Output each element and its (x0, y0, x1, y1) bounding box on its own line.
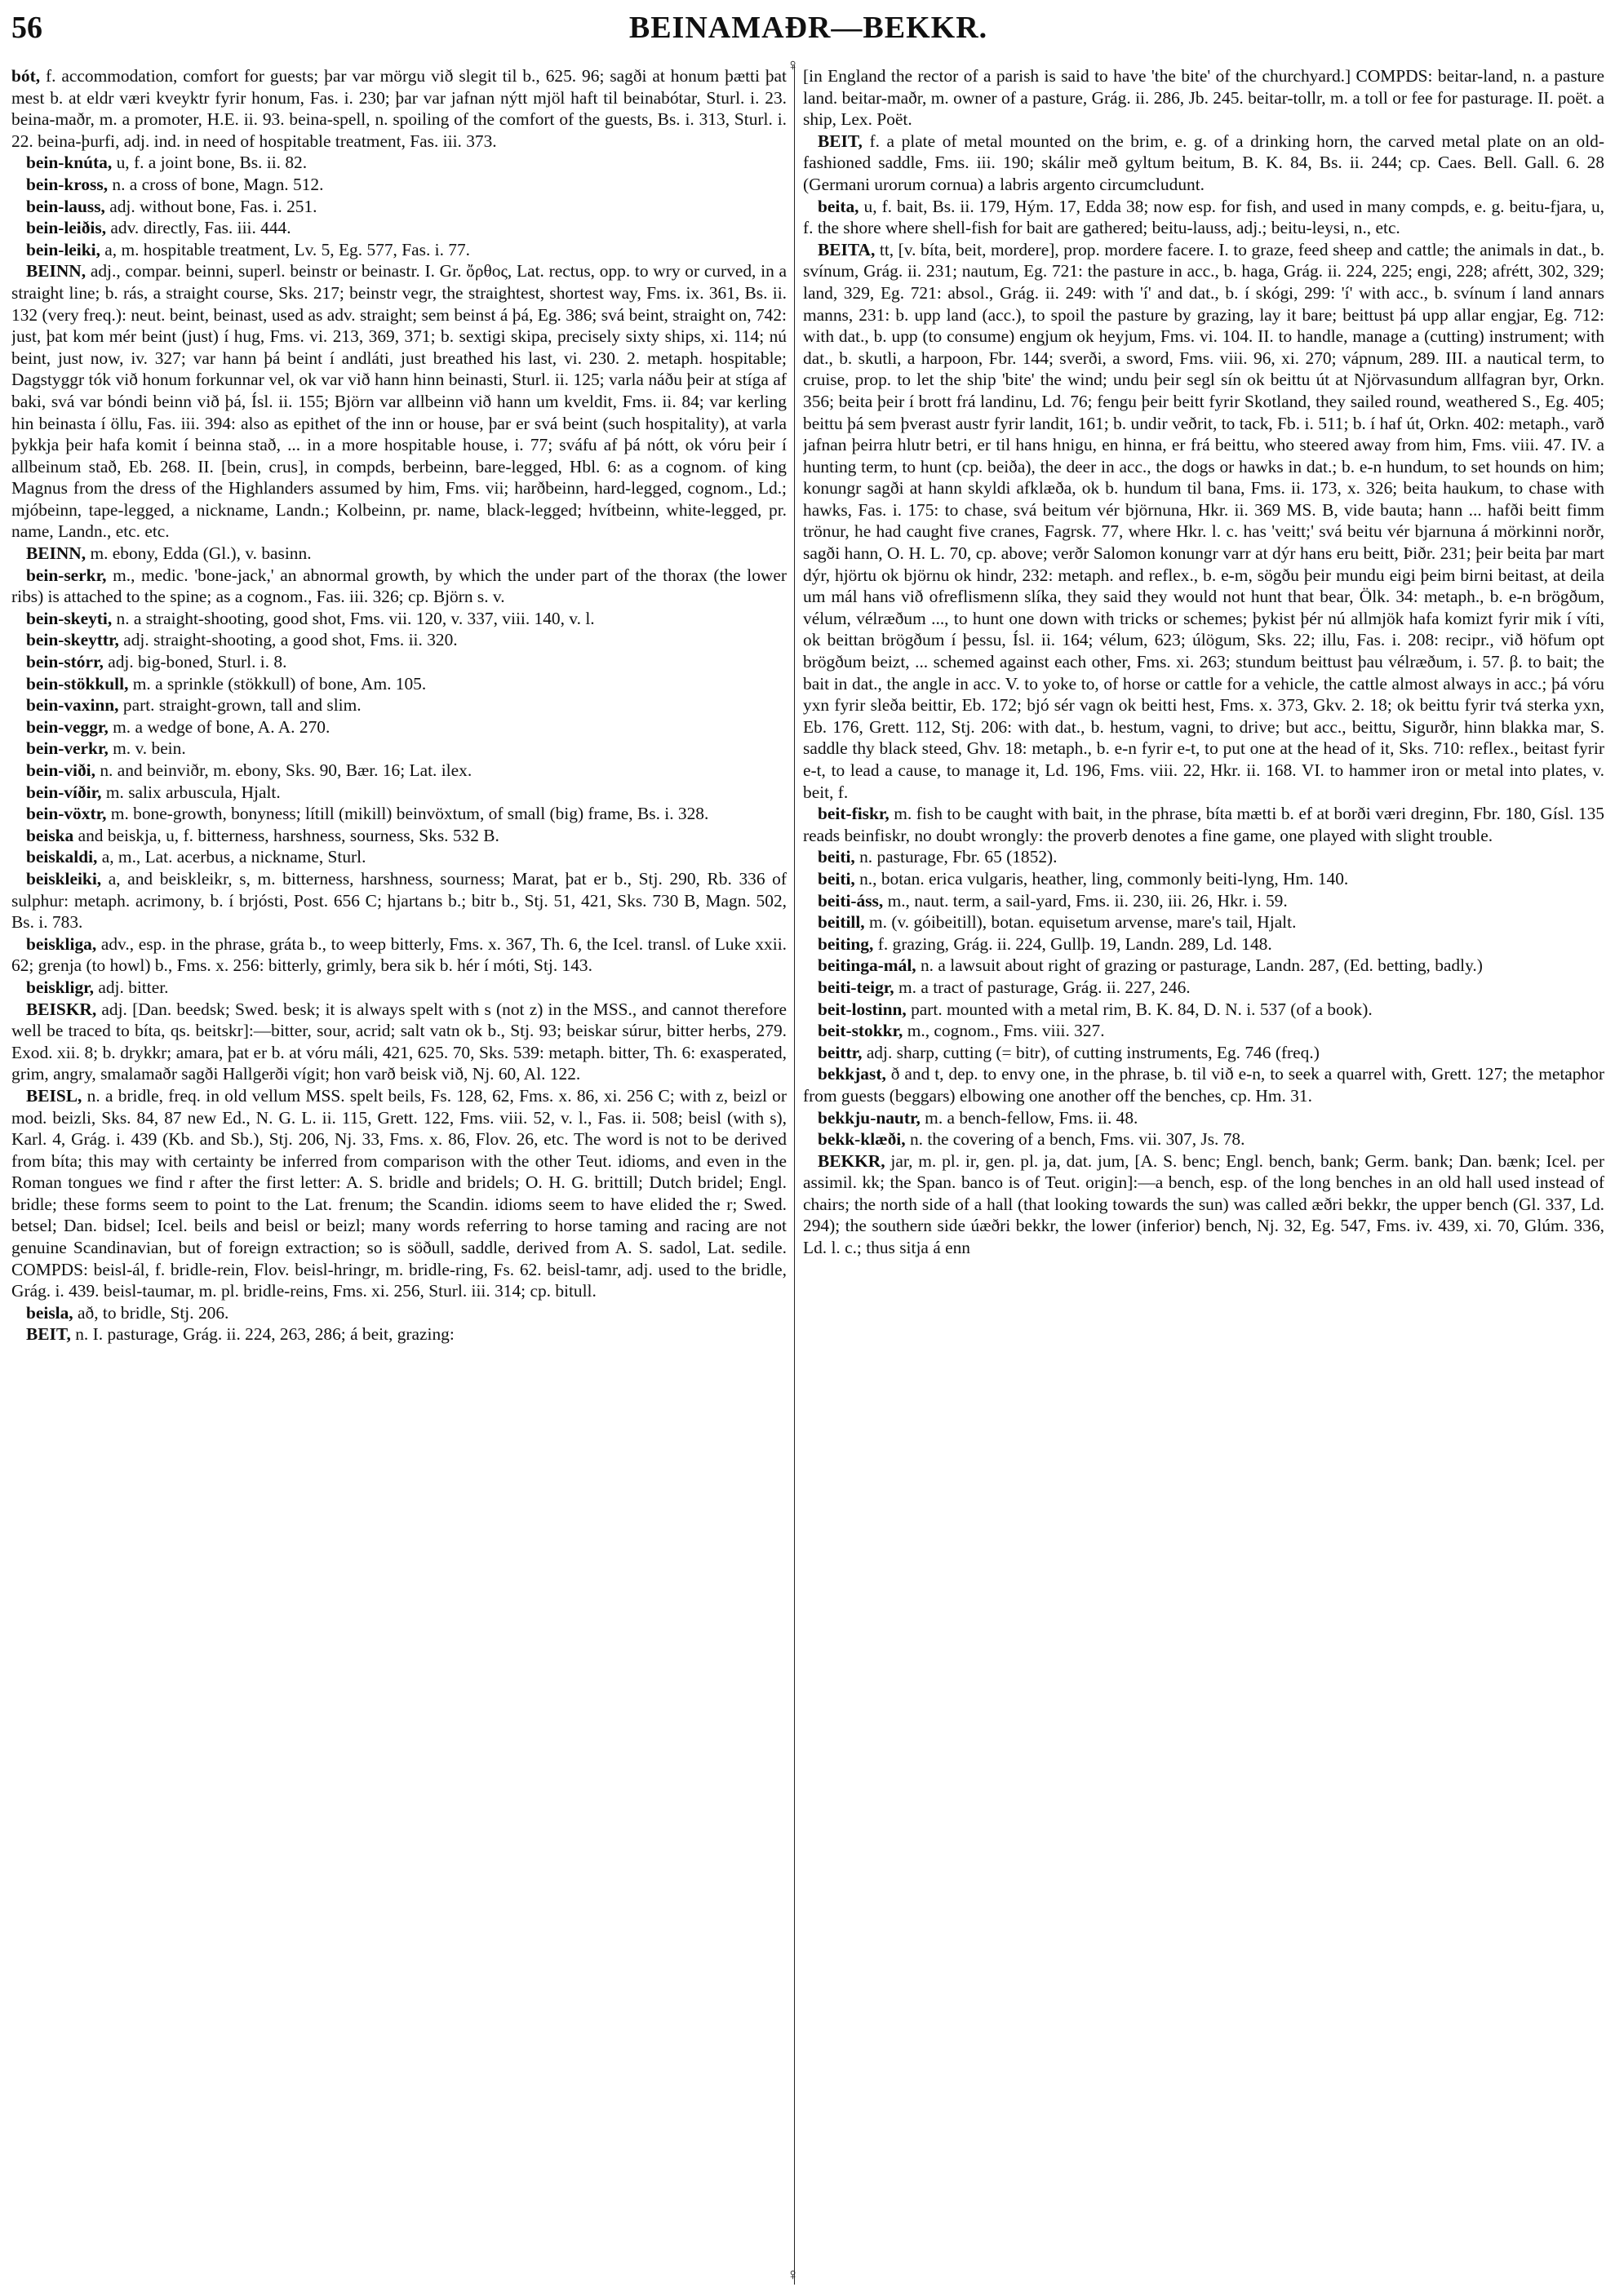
entry-definition: n. the covering of a bench, Fms. vii. 307, Js. 78. (905, 1129, 1245, 1150)
entry-definition: ð and t, dep. to envy one, in the phrase, b. til við e-n, to seek a quarrel with, Grett. 127; the metaphor from guests (beggars) elbowing one another off the benches, cp. Hm. 31. (803, 1064, 1604, 1106)
dictionary-entry (11, 239, 787, 261)
entry-definition: n. and beinviðr, m. ebony, Sks. 90, Bær. 16; Lat. ilex. (95, 760, 473, 780)
entry-definition: tt, [v. bíta, beit, mordere], prop. mordere facere. I. to graze, feed sheep and cattle; the animals in dat., b. svínum, Grág. ii. 231; nautum, Eg. 721: the pasture in acc., b. haga, Grág. ii. 224, 225; engi, 228; afrétt, 302, 329; land, 329, Eg. 721: absol., Grág. ii. 249: with 'í' and dat., b. í skógi, 299: 'í' with acc., b. svínum í land annars manns, 231: b. upp land (acc.), to spoil the pasture by grazing, lay it bare; beittust þá upp allar engjar, Eg. 712: with dat., b. upp (to consume) engjum ok heyjum, Fms. vi. 104. II. to handle, manage a (cutting) instrument; with dat., b. skutli, a harpoon, Fbr. 144; sverði, a sword, Fms. viii. 96, xi. 270; vápnum, 289. III. a nautical term, to cruise, prop. to let the ship 'bite' the wind; undu þeir segl sín ok beittu út at Njörvasundum allfagran byr, Orkn. 356; beita þeir í brott frá landinu, Ld. 76; fengu þeir beitt fyrir Skotland, they sailed round, weathered S., Eg. 405; beittu þá sem þverast austr fyrir landit, 161; b. undir veðrit, to tack, Fb. i. 511; b. í haf út, Orkn. 402: metaph., varð jafnan þeirra hlutr betri, er til hans hnigu, en hinna, er frá beittu, who steered away from him, Fms. viii. 47. IV. a hunting term, to hunt (cp. beiða), the deer in acc., the dogs or hawks in dat.; b. e-n hundum, to set hounds on him; konungr sagði at hann skyldi afklæða, ok b. hundum til bana, Fms. ii. 173, x. 326; beita haukum, to chase with hawks, Fas. i. 175: to chase, svá beitum vér björnuna, Hkr. ii. 369 MS. B, vide bauta; hann ... hafði beitt fimm trönur, he had caught five cranes, Fagrsk. 77, where Hkr. l. c. has 'veitt;' svá beitu vér bjarnuna á mörkinni norðr, sagði hann, O. H. L. 70, cp. above; verðr Salomon konungr varr at dýr hans eru beitt, Þiðr. 231; þeir beita þar mart dýr, hjörtu ok björnu ok hindr, 232: metaph. and reflex., b. e-m, sögðu þeir mundu eigi þeim birni beitast, at deila um mál hans við ofreflismenn slíka, they said they would not hunt that bear, Ölk. 34: metaph., b. e-n brögðum, vélum, vélræðum ..., to hunt one down with tricks or schemes; þykist þér nú allmjök hafa komizt fyrir mik í víti, ok beittan brögðum í þessu, Ísl. ii. 164; vélum, 623; úlögum, Sks. 22; illu, Fas. i. 208: recipr., við höfum opt brögðum beizt, ... schemed against each other, Fms. xi. 263; stundum beittust þau vélræðum, i. 57. β. to bait; the bait in dat., the angle in acc. V. to yoke to, of horse or cattle for a vehicle, the cattle almost always in acc.; þá vóru yxn fyrir sleða beittir, Eb. 172; bjó sér vagn ok beitti hest, Fms. x. 373, Gkv. 2. 18; ok beittu fyrir tvá sterka yxn, Eb. 176, Grett. 112, Stj. 206: with dat., b. hestum, vagni, to drive; but acc., beittu, Sigurðr, hinn blakka mar, S. saddle thy black steed, Ghv. 18: metaph., b. e-n fyrir e-t, to put one at the head of it, Sks. 710: reflex., beitast fyrir e-t, to lead a cause, to manage it, Ld. 196, Fms. viii. 22, Hkr. ii. 168. VI. to hammer iron or metal into plates, v. beit, f. (803, 239, 1604, 802)
dictionary-entry (11, 174, 787, 196)
entry-headword: bekkjast, (818, 1064, 886, 1084)
entry-headword: bein-skeyttr, (26, 630, 119, 650)
entry-definition: n. a cross of bone, Magn. 512. (108, 174, 324, 194)
entry-headword: bein-víðir, (26, 782, 102, 802)
left-column (11, 65, 787, 2283)
right-column (803, 65, 1604, 2283)
entry-definition: n. a bridle, freq. in old vellum MSS. spelt beils, Fs. 128, 62, Fms. x. 86, xi. 256 C; with z, beizl or mod. beizli, Sks. 84, 87 new Ed., N. G. L. ii. 115, Grett. 122, Fms. viii. 52, v. l., Fas. ii. 508; beisl (with s), Karl. 4, Grág. i. 439 (Kb. and Sb.), Stj. 206, Nj. 33, Fms. x. 86, Flov. 26, etc. The word is not to be derived from bíta; this may with certainty be inferred from comparison with the other Teut. idioms, and even in the Roman tongues we find r after the first letter: A. S. bridle and bridels; O. H. G. brittill; Dutch bridel; Engl. bridle; these forms seem to point to the Lat. frenum; the Scandin. idioms seem to have elided the r; Swed. betsel; Dan. bidsel; Icel. beils and beisl or beizl; many words referring to horse taming and racing are not genuine Scandinavian, but of foreign extraction; so is söðull, saddle, derived from A. S. sadol, Lat. sedile. COMPDS: beisl-ál, f. bridle-rein, Flov. beisl-hringr, m. bridle-ring, Fs. 62. beisl-tamr, adj. used to the bridle, Grág. i. 439. beisl-taumar, m. pl. bridle-reins, Fms. xi. 256, Sturl. iii. 314; cp. bitull. (11, 1085, 787, 1301)
entry-definition: m. a sprinkle (stökkull) of bone, Am. 105. (128, 673, 427, 694)
entry-headword: bein-vaxinn, (26, 695, 119, 716)
entry-definition: part. straight-grown, tall and slim. (118, 695, 362, 716)
dictionary-entry (11, 65, 787, 152)
entry-headword: beiti-áss, (818, 890, 884, 911)
dictionary-entry (803, 131, 1604, 196)
dictionary-entry (803, 1063, 1604, 1106)
entry-headword: bekkju-nautr, (818, 1107, 921, 1128)
entry-definition: adj. sharp, cutting (= bitr), of cutting instruments, Eg. 746 (freq.) (862, 1042, 1320, 1062)
entry-headword: beiti, (818, 868, 855, 889)
entry-headword: bekk-klæði, (818, 1129, 906, 1150)
entry-definition: m. a tract of pasturage, Grág. ii. 227, 246. (894, 977, 1191, 997)
dictionary-entry (803, 239, 1604, 803)
entry-headword: bein-vöxtr, (26, 804, 107, 824)
entry-headword: beiti, (818, 847, 855, 867)
dictionary-entry (803, 196, 1604, 239)
dictionary-entry (803, 1107, 1604, 1129)
entry-headword: beittr, (818, 1042, 863, 1062)
entry-definition: f. grazing, Grág. ii. 224, Gullþ. 19, Landn. 289, Ld. 148. (873, 933, 1272, 954)
entry-definition: að, to bridle, Stj. 206. (73, 1302, 229, 1323)
dictionary-entry (11, 651, 787, 673)
entry-headword: beiskaldi, (26, 847, 98, 867)
dictionary-entry (803, 933, 1604, 955)
entry-headword: beit-lostinn, (818, 999, 907, 1019)
entry-headword: bein-knúta, (26, 153, 113, 173)
dictionary-entry (11, 825, 787, 847)
entry-headword: bót, (11, 66, 41, 86)
entry-definition: n. I. pasturage, Grág. ii. 224, 263, 286; á beit, grazing: (70, 1324, 455, 1345)
entry-definition: f. a plate of metal mounted on the brim, e. g. of a drinking horn, the carved metal plate on an old-fashioned saddle, Fms. iii. 190; skálir með gyltum beitum, B. K. 84, Bs. ii. 244; cp. Caes. Bell. Gall. 6. 28 (Germani urorum cornua) a labris argento circumcludunt. (803, 131, 1604, 194)
dictionary-entry (11, 803, 787, 825)
entry-definition: a, and beiskleikr, s, m. bitterness, harshness, sourness; Marat, þat er b., Stj. 290, Rb. 336 of sulphur: metaph. acrimony, b. í brjósti, Post. 656 C; hjartans b.; bitr b., Stj. 51, 421, Sks. 730 B, Magn. 502, Bs. i. 783. (11, 868, 787, 933)
dictionary-entry (803, 955, 1604, 977)
dictionary-entry (11, 1323, 787, 1345)
entry-definition: m., cognom., Fms. viii. 327. (903, 1021, 1105, 1041)
entry-definition: adj. bitter. (94, 977, 169, 997)
entry-definition: m. v. bein. (108, 738, 186, 759)
entry-headword: beisla, (26, 1302, 73, 1323)
entry-definition: m. bone-growth, bonyness; lítill (mikill) beinvöxtum, of small (big) frame, Bs. i. 328. (106, 804, 709, 824)
dictionary-entry (803, 846, 1604, 868)
entry-headword: BEITA, (818, 239, 876, 259)
entry-headword: bein-lauss, (26, 196, 105, 216)
entry-headword: beiskleiki, (26, 868, 102, 889)
dictionary-entry (11, 694, 787, 716)
entry-headword: BEKKR, (818, 1150, 885, 1171)
entry-definition: m. fish to be caught with bait, in the phrase, bíta mætti b. ef at borði væri dreginn, Fbr. 180, Gísl. 135 reads beinfiskr, no doubt wrongly: the proverb denotes a fine game, one played with slight trouble. (803, 804, 1604, 845)
dictionary-entry (11, 152, 787, 174)
entry-headword: beiti-teigr, (818, 977, 894, 997)
entry-headword: BEINN, (26, 543, 87, 564)
dictionary-entry (803, 1020, 1604, 1042)
entry-headword: beita, (818, 196, 859, 216)
entry-headword: bein-veggr, (26, 716, 109, 737)
dictionary-entry (11, 999, 787, 1085)
dictionary-entry (11, 846, 787, 868)
entry-headword: beiting, (818, 933, 874, 954)
page-header (11, 10, 1605, 51)
column-divider (794, 65, 795, 2285)
dictionary-entry (803, 1042, 1604, 1064)
dictionary-entry (11, 933, 787, 977)
dictionary-entry (803, 1150, 1604, 1259)
dictionary-entry (803, 911, 1604, 933)
entry-definition: m., naut. term, a sail-yard, Fms. ii. 230, iii. 26, Hkr. i. 59. (883, 890, 1288, 911)
entry-headword: bein-leiðis, (26, 218, 107, 238)
entry-definition: n. pasturage, Fbr. 65 (1852). (854, 847, 1058, 867)
entry-definition: m. ebony, Edda (Gl.), v. basinn. (86, 543, 312, 564)
entry-headword: bein-leiki, (26, 239, 100, 259)
entry-headword: bein-verkr, (26, 738, 109, 759)
dictionary-entry (11, 565, 787, 608)
entry-headword: bein-stórr, (26, 652, 104, 672)
entry-definition: a, m., Lat. acerbus, a nickname, Sturl. (97, 847, 366, 867)
dictionary-entry (11, 543, 787, 565)
dictionary-entry (11, 977, 787, 999)
dictionary-entry (11, 1302, 787, 1324)
entry-headword: bein-kross, (26, 174, 109, 194)
cross-mark-icon: ♀ (787, 56, 799, 74)
entry-definition: jar, m. pl. ir, gen. pl. ja, dat. jum, [A. S. benc; Engl. bench, bank; Germ. bank; Dan. bænk; Icel. per assimil. kk; the Span. banco is of Teut. origin]:—a bench, esp. of the long benches in an old hall used instead of chairs; the north side of a hall (that looking towards the sun) was called æðri bekkr, the upper bench (Gl. 337, Ld. 294); the southern side úæðri bekkr, the lower (inferior) bench, Nj. 32, Eg. 547, Fms. iv. 439, xi. 70, Glúm. 336, Ld. l. c.; thus sitja á enn (803, 1150, 1604, 1258)
entry-definition: adv. directly, Fas. iii. 444. (106, 218, 291, 238)
dictionary-entry (11, 217, 787, 239)
dictionary-entry (803, 868, 1604, 890)
dictionary-entry (803, 803, 1604, 846)
dictionary-entry (11, 608, 787, 630)
cross-mark-icon: ♀ (787, 2266, 799, 2284)
page-title: BEINAMAÐR—BEKKR. (628, 11, 988, 45)
entry-headword: BEISKR, (26, 999, 97, 1019)
entry-definition: a, m. hospitable treatment, Lv. 5, Eg. 577, Fas. i. 77. (100, 239, 471, 259)
dictionary-entry (803, 65, 1604, 131)
dictionary-entry (11, 673, 787, 695)
dictionary-entry (11, 196, 787, 218)
entry-headword: BEINN, (26, 261, 87, 281)
entry-definition: adj., compar. beinni, superl. beinstr or beinastr. I. Gr. ὄρθος, Lat. rectus, opp. to wry or curved, in a straight line; b. rás, a straight course, Sks. 217; beinstr vegr, the straightest, shortest way, Fms. ix. 361, Bs. ii. 132 (very freq.): neut. beint, beinast, used as adv. straight; sem beinst á þá, Eg. 386; svá beint, straight on, 742: just, þat kom mér beint (just) í hug, Fms. vi. 213, 369, 371; b. sextigi skipa, precisely sixty ships, xi. 114; nú beint, just now, iv. 327; var hann þá beint í andláti, just breathed his last, vi. 230. 2. metaph. hospitable; Dagstyggr tók við honum forkunnar vel, ok var við hann hinn beinasti, Sturl. ii. 125; varla náðu þeir at stíga af baki, svá var bóndi beinn við þá, Ísl. ii. 155; Björn var allbeinn við hann um kveldit, Fms. ii. 84; var kerling hin beinasta í öllu, Fas. iii. 394: also as epithet of the inn or house, þar er svá beint (such hospitality), at varla þykkja þeir hafa komit í beinna stað, ... in a more hospitable house, i. 77; sváfu af þá nótt, ok vóru þeir í allbeinum stað, Eb. 268. II. [bein, crus], in compds, berbeinn, bare-legged, Hbl. 6: as a cognom. of king Magnus from the dress of the Highlanders assumed by him, Fms. vii; harðbeinn, hard-legged, cognom., Ld.; mjóbeinn, tape-legged, a nickname, Landn.; Kolbeinn, pr. name, black-legged; hvítbeinn, white-legged, pr. name, Landn., etc. etc. (11, 261, 787, 542)
dictionary-entry (11, 1085, 787, 1302)
entry-definition: u, f. bait, Bs. ii. 179, Hým. 17, Edda 38; now esp. for fish, and used in many compds, e. g. beitu-fjara, u, f. the shore where shell-fish for bait are gathered; beitu-lauss, adj.; beitu-leysi, n., etc. (803, 196, 1604, 238)
entry-headword: BEIT, (26, 1324, 71, 1345)
entry-headword: bein-stökkull, (26, 673, 129, 694)
entry-headword: bein-serkr, (26, 565, 107, 585)
entry-definition: part. mounted with a metal rim, B. K. 84, D. N. i. 537 (of a book). (906, 999, 1373, 1019)
entry-headword: bein-viði, (26, 760, 95, 780)
dictionary-entry (11, 760, 787, 782)
entry-definition: m. a bench-fellow, Fms. ii. 48. (920, 1107, 1138, 1128)
entry-definition: adj. straight-shooting, a good shot, Fms. ii. 320. (118, 630, 458, 650)
entry-definition: n. a straight-shooting, good shot, Fms. vii. 120, v. 337, viii. 140, v. l. (112, 608, 595, 628)
entry-headword: bein-skeyti, (26, 608, 113, 628)
entry-definition: adj. big-boned, Sturl. i. 8. (103, 652, 287, 672)
entry-definition: u, f. a joint bone, Bs. ii. 82. (112, 153, 308, 173)
entry-headword: beiskliga, (26, 933, 97, 954)
entry-definition: [in England the rector of a parish is said to have 'the bite' of the churchyard.] COMPDS: beitar-land, n. a pasture land. beitar-maðr, m. owner of a pasture, Grág. ii. 286, Jb. 245. beitar-tollr, m. a toll or fee for pasturage. II. poët. a ship, Lex. Poët. (803, 66, 1604, 130)
entry-headword: beit-fiskr, (818, 804, 890, 824)
entry-definition: n., botan. erica vulgaris, heather, ling, commonly beiti-lyng, Hm. 140. (854, 868, 1349, 889)
entry-definition: m., medic. 'bone-jack,' an abnormal growth, by which the under part of the thorax (the lower ribs) is attached to the spine; as a cognom., Fas. iii. 326; cp. Björn s. v. (11, 565, 787, 607)
entry-definition: m. a wedge of bone, A. A. 270. (108, 716, 331, 737)
entry-headword: beiska (26, 825, 74, 845)
entry-definition: and beiskja, u, f. bitterness, harshness, sourness, Sks. 532 B. (73, 825, 499, 845)
entry-headword: BEISL, (26, 1085, 82, 1106)
dictionary-entry (11, 738, 787, 760)
entry-definition: m. salix arbuscula, Hjalt. (101, 782, 281, 802)
entry-headword: beiskligr, (26, 977, 95, 997)
entry-definition: adv., esp. in the phrase, gráta b., to weep bitterly, Fms. x. 367, Th. 6, the Icel. transl. of Luke xxii. 62; grenja (to howl) b., Fms. x. 256: bitterly, grimly, bera sik b. hér í móti, Stj. 143. (11, 933, 787, 976)
entry-headword: beitinga-mál, (818, 955, 916, 976)
dictionary-entry (803, 890, 1604, 912)
dictionary-entry (11, 260, 787, 543)
dictionary-entry (11, 782, 787, 804)
dictionary-entry (11, 629, 787, 651)
entry-definition: f. accommodation, comfort for guests; þar var mörgu við slegit til b., 625. 96; sagði at honum þætti þat mest b. at eldr væri kveyktr fyrir honum, Fas. i. 230; þar var jafnan nýtt mjöl haft til beinabótar, Sturl. i. 23. beina-maðr, m. a promoter, H.E. ii. 93. beina-spell, n. spoiling of the comfort of the guests, Bs. i. 313, Sturl. i. 22. beina-þurfi, adj. ind. in need of hospitable treatment, Fas. iii. 373. (11, 66, 787, 151)
dictionary-entry (803, 999, 1604, 1021)
entry-definition: adj. without bone, Fas. i. 251. (104, 196, 317, 216)
dictionary-entry (803, 1128, 1604, 1150)
entry-definition: m. (v. góibeitill), botan. equisetum arvense, mare's tail, Hjalt. (864, 912, 1297, 933)
entry-headword: beitill, (818, 912, 865, 933)
dictionary-entry (803, 977, 1604, 999)
dictionary-entry (11, 868, 787, 933)
entry-headword: BEIT, (818, 131, 863, 151)
dictionary-entry (11, 716, 787, 738)
entry-definition: adj. [Dan. beedsk; Swed. besk; it is always spelt with s (not z) in the MSS., and cannot therefore well be traced to bíta, qs. beitskr]:—bitter, sour, acrid; salt vatn ok b., Stj. 93; beiskar súrur, bitter herbs, 279. Exod. xii. 8; b. drykkr; amara, þat er b. at vóru máli, 421, 625. 70, Sks. 539: metaph. bitter, Th. 6: exasperated, grim, angry, smalamaðr sagði Hallgerði vígit; hon varð beisk við, Nj. 60, Al. 122. (11, 999, 787, 1084)
entry-definition: n. a lawsuit about right of grazing or pasturage, Landn. 287, (Ed. betting, badly.) (916, 955, 1483, 976)
page-number: 56 (11, 11, 42, 45)
entry-headword: beit-stokkr, (818, 1021, 903, 1041)
